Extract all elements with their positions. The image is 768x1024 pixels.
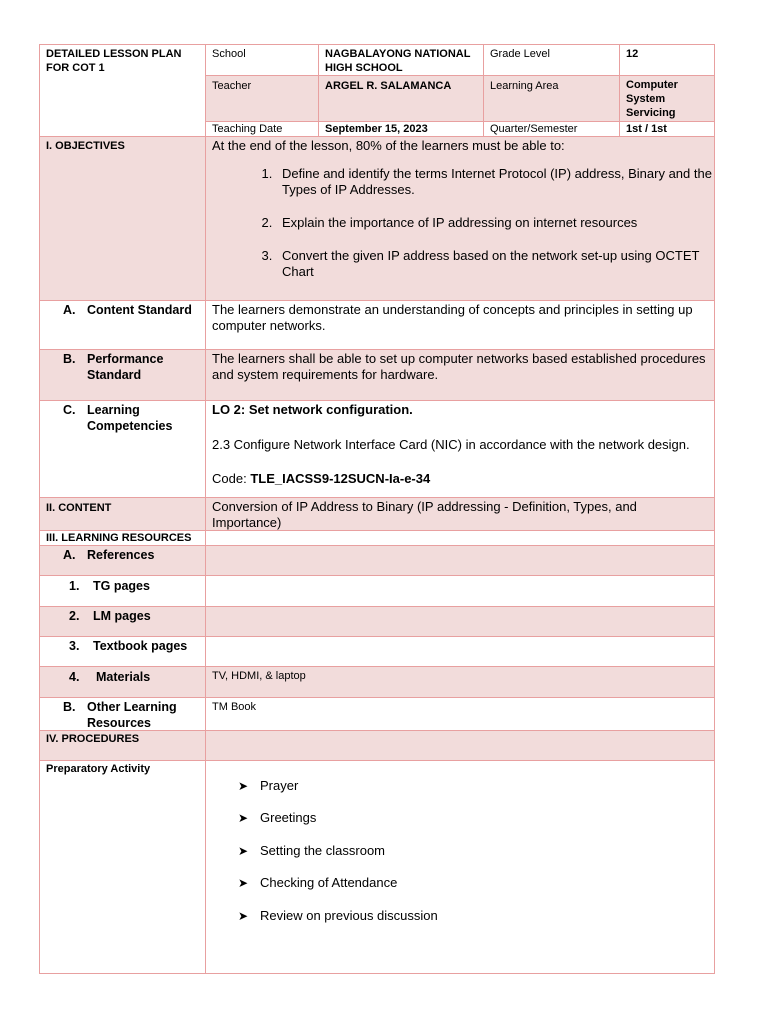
textbook-pages-cell (205, 636, 715, 667)
materials-cell (205, 666, 715, 698)
school-label-cell (205, 44, 319, 76)
performance-standard-label: Performance Standard (87, 352, 164, 382)
date-label-cell (205, 121, 319, 137)
objective-item: 1. Define and identify the terms Internet Protocol (IP) address, Binary and the Types of IP Addresses. (276, 166, 714, 198)
procedures-label: IV. PROCEDURES (46, 733, 140, 745)
date-value: September 15, 2023 (325, 123, 428, 135)
performance-standard-text: The learners shall be able to set up computer networks based established procedures and system requirements for hardware. (212, 351, 706, 382)
tg-pages-label: TG pages (93, 579, 150, 593)
content-standard-cell (205, 300, 715, 350)
content-text: Conversion of IP Address to Binary (IP addressing - Definition, Types, and Importance) (212, 499, 637, 530)
resources-label: III. LEARNING RESOURCES (46, 532, 192, 544)
lm-pages-label: LM pages (93, 609, 151, 623)
arrow-bullet-icon: ➤ (238, 876, 249, 890)
lm-pages-num: 2. (69, 609, 80, 623)
arrow-bullet-icon: ➤ (238, 779, 249, 793)
performance-standard-label-cell (39, 349, 206, 401)
quarter-label: Quarter/Semester (490, 123, 578, 135)
references-label-cell (39, 545, 206, 576)
objectives-content-cell (205, 136, 715, 301)
tg-pages-cell (205, 575, 715, 607)
objective-item: 3. Convert the given IP address based on the network set-up using OCTET Chart (276, 248, 714, 280)
competencies-label: Learning Competencies (87, 403, 173, 433)
teacher-value: ARGEL R. SALAMANCA (325, 80, 452, 92)
materials-label: Materials (96, 670, 151, 684)
prep-activity-cell: ➤ Prayer ➤ Greetings ➤ Setting the classroom ➤ Checking of Attendance ➤ Review on previous discussion (205, 760, 715, 974)
quarter-value: 1st / 1st (626, 123, 667, 135)
teacher-value-cell (318, 75, 484, 122)
objectives-label-cell (39, 136, 206, 301)
objectives-list (206, 166, 714, 280)
grade-label-cell (483, 44, 620, 76)
area-value-cell (619, 75, 715, 122)
competencies-lo: LO 2: Set network configuration. (212, 402, 413, 417)
grade-value-cell (619, 44, 715, 76)
date-value-cell (318, 121, 484, 137)
tg-pages-label-cell (39, 575, 206, 607)
performance-standard-num: B. (63, 352, 76, 366)
references-label: References (87, 548, 155, 562)
content-standard-text: The learners demonstrate an understanding of concepts and principles in setting up computer networks. (212, 302, 693, 333)
competencies-num: C. (63, 403, 76, 417)
quarter-value-cell (619, 121, 715, 137)
procedures-label-cell (39, 730, 206, 761)
other-resources-cell (205, 697, 715, 731)
competencies-detail: 2.3 Configure Network Interface Card (NIC) in accordance with the network design. (212, 437, 690, 452)
prep-activity-label: Preparatory Activity (46, 763, 151, 775)
teacher-label: Teacher (212, 80, 252, 92)
lm-pages-label-cell (39, 606, 206, 637)
references-num: A. (63, 548, 76, 562)
lesson-plan-title: DETAILED LESSON PLAN FOR COT 1 (46, 48, 182, 74)
content-standard-label-cell (39, 300, 206, 350)
textbook-pages-num: 3. (69, 639, 80, 653)
references-cell (205, 545, 715, 576)
area-label-cell (483, 75, 620, 122)
objectives-label: I. OBJECTIVES (46, 140, 125, 152)
textbook-pages-label-cell (39, 636, 206, 667)
grade-value: 12 (626, 48, 639, 60)
objectives-intro: At the end of the lesson, 80% of the learners must be able to: (212, 138, 565, 153)
competencies-cell (205, 400, 715, 498)
objective-item: 2. Explain the importance of IP addressing on internet resources (276, 215, 714, 231)
content-standard-label: Content Standard (87, 303, 192, 317)
title-cell (39, 44, 206, 137)
content-cell (205, 497, 715, 531)
teacher-label-cell (205, 75, 319, 122)
content-label-cell (39, 497, 206, 531)
arrow-bullet-icon: ➤ (238, 909, 249, 923)
date-label: Teaching Date (212, 123, 283, 135)
resources-cell (205, 530, 715, 546)
other-resources-label: Other Learning Resources (87, 700, 177, 730)
resources-label-cell (39, 530, 206, 546)
lm-pages-cell (205, 606, 715, 637)
school-label: School (212, 48, 246, 60)
area-value: Computer System Servicing (626, 79, 678, 119)
quarter-label-cell (483, 121, 620, 137)
grade-label: Grade Level (490, 48, 550, 60)
content-standard-num: A. (63, 303, 76, 317)
content-label: II. CONTENT (46, 502, 112, 514)
competencies-label-cell (39, 400, 206, 498)
materials-num: 4. (69, 670, 80, 684)
materials-label-cell (39, 666, 206, 698)
materials-value: TV, HDMI, & laptop (212, 670, 306, 682)
arrow-bullet-icon: ➤ (238, 811, 249, 825)
school-value-cell (318, 44, 484, 76)
tg-pages-num: 1. (69, 579, 80, 593)
other-resources-value: TM Book (212, 701, 257, 713)
code-label: Code: (212, 471, 247, 486)
area-label: Learning Area (490, 80, 559, 92)
performance-standard-cell (205, 349, 715, 401)
other-resources-num: B. (63, 700, 76, 714)
school-value: NAGBALAYONG NATIONAL HIGH SCHOOL (325, 48, 471, 74)
other-resources-label-cell (39, 697, 206, 731)
competency-code: TLE_IACSS9-12SUCN-Ia-e-34 (250, 471, 431, 486)
prep-activity-label-cell (39, 760, 206, 974)
arrow-bullet-icon: ➤ (238, 844, 249, 858)
procedures-cell (205, 730, 715, 761)
competencies-code-line (206, 469, 714, 489)
textbook-pages-label: Textbook pages (93, 639, 188, 653)
